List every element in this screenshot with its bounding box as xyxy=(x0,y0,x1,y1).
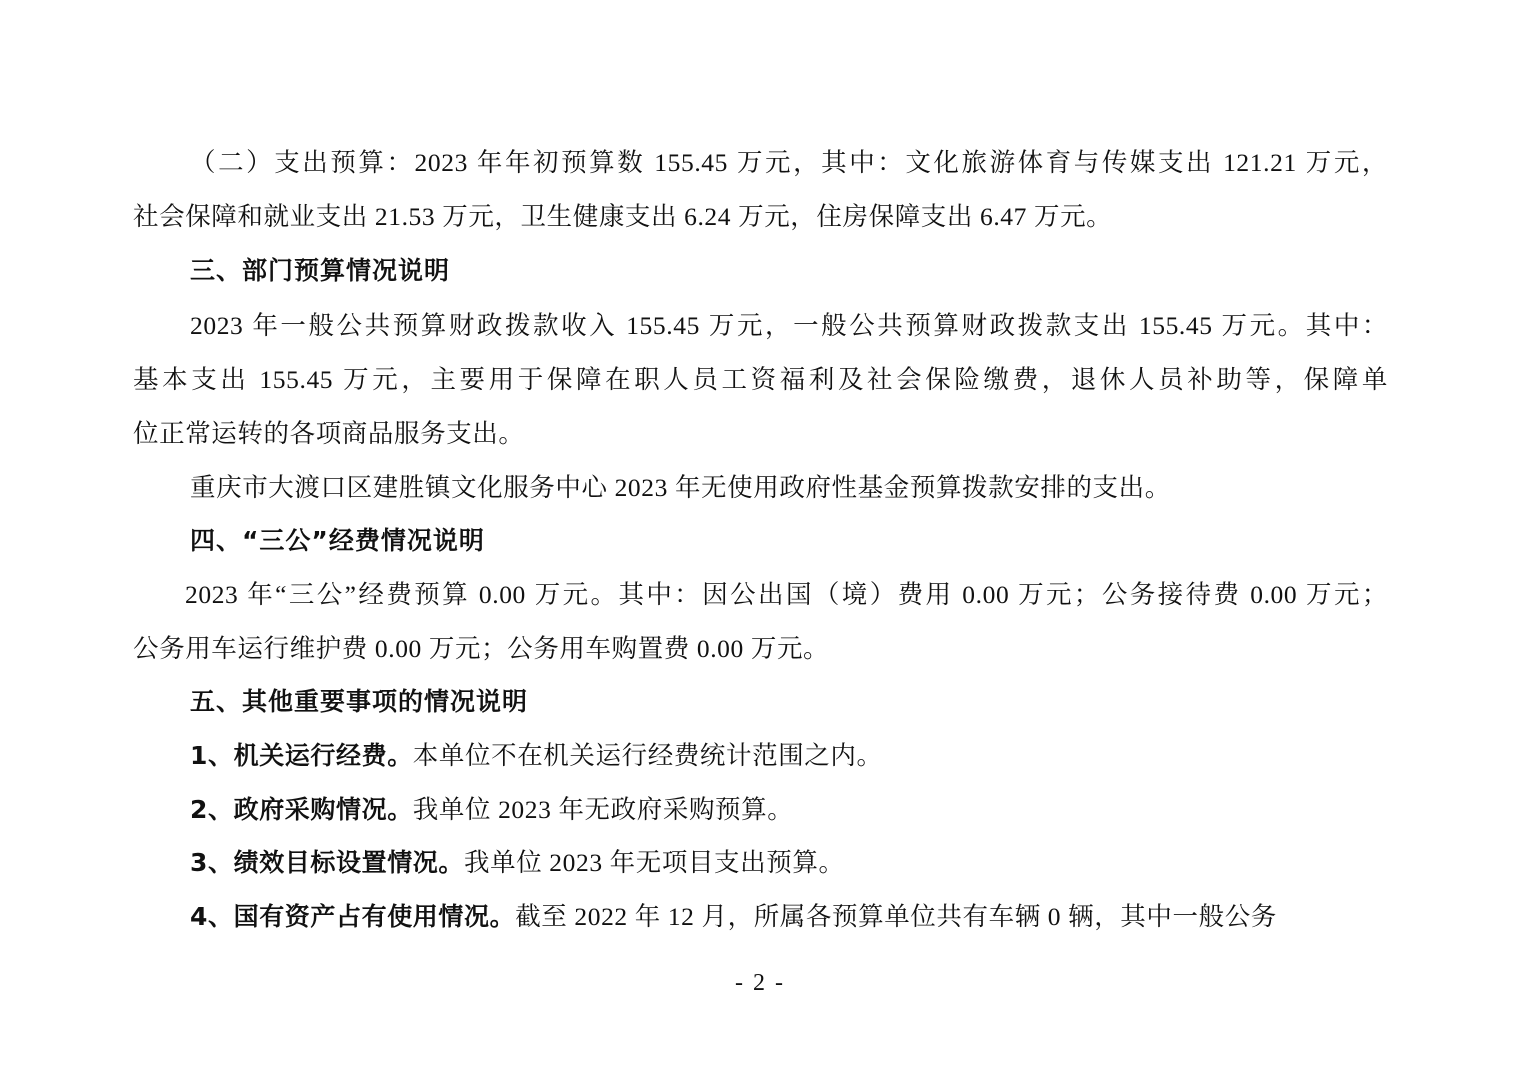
item-1-lead: 1、机关运行经费。 xyxy=(190,741,413,770)
section-3-para-1-line-2: 基本支出 155.45 万元，主要用于保障在职人员工资福利及社会保险缴费，退休人员补助等，保障单 xyxy=(133,365,1388,394)
section-5-item-2 xyxy=(133,793,1388,827)
section-5-item-4 xyxy=(133,900,1388,934)
item-4-text: 截至 2022 年 12 月，所属各预算单位共有车辆 0 辆，其中一般公务 xyxy=(515,902,1277,931)
section-5-heading: 五、其他重要事项的情况说明 xyxy=(190,687,529,716)
section-3-para-1-line-3: 位正常运转的各项商品服务支出。 xyxy=(133,419,525,448)
section-3-heading: 三、部门预算情况说明 xyxy=(190,256,451,285)
item-3-text: 我单位 2023 年无项目支出预算。 xyxy=(464,848,845,877)
section-4-line-2: 公务用车运行维护费 0.00 万元；公务用车购置费 0.00 万元。 xyxy=(133,634,830,663)
section-4-line-1: 2023 年“三公”经费预算 0.00 万元。其中：因公出国（境）费用 0.00 万元；公务接待费 0.00 万元； xyxy=(185,580,1388,609)
item-2-lead: 2、政府采购情况。 xyxy=(190,795,413,824)
section-3-para-2: 重庆市大渡口区建胜镇文化服务中心 2023 年无使用政府性基金预算拨款安排的支出。 xyxy=(190,473,1171,502)
section-5-item-1 xyxy=(133,739,1388,773)
item-3-lead: 3、绩效目标设置情况。 xyxy=(190,848,464,877)
section-5-item-3 xyxy=(133,846,1388,880)
section-4-heading: 四、“三公”经费情况说明 xyxy=(190,526,485,555)
item-1-text: 本单位不在机关运行经费统计范围之内。 xyxy=(412,741,883,770)
page-number: - 2 - xyxy=(735,970,785,996)
item-4-lead: 4、国有资产占有使用情况。 xyxy=(190,902,516,931)
expenditure-budget-line-1: （二）支出预算：2023 年年初预算数 155.45 万元，其中：文化旅游体育与传媒支出 121.21 万元， xyxy=(190,148,1388,177)
item-2-text: 我单位 2023 年无政府采购预算。 xyxy=(412,795,794,824)
expenditure-budget-line-2: 社会保障和就业支出 21.53 万元，卫生健康支出 6.24 万元，住房保障支出 6.47 万元。 xyxy=(133,202,1113,231)
section-3-para-1-line-1: 2023 年一般公共预算财政拨款收入 155.45 万元，一般公共预算财政拨款支出 155.45 万元。其中： xyxy=(190,311,1388,340)
